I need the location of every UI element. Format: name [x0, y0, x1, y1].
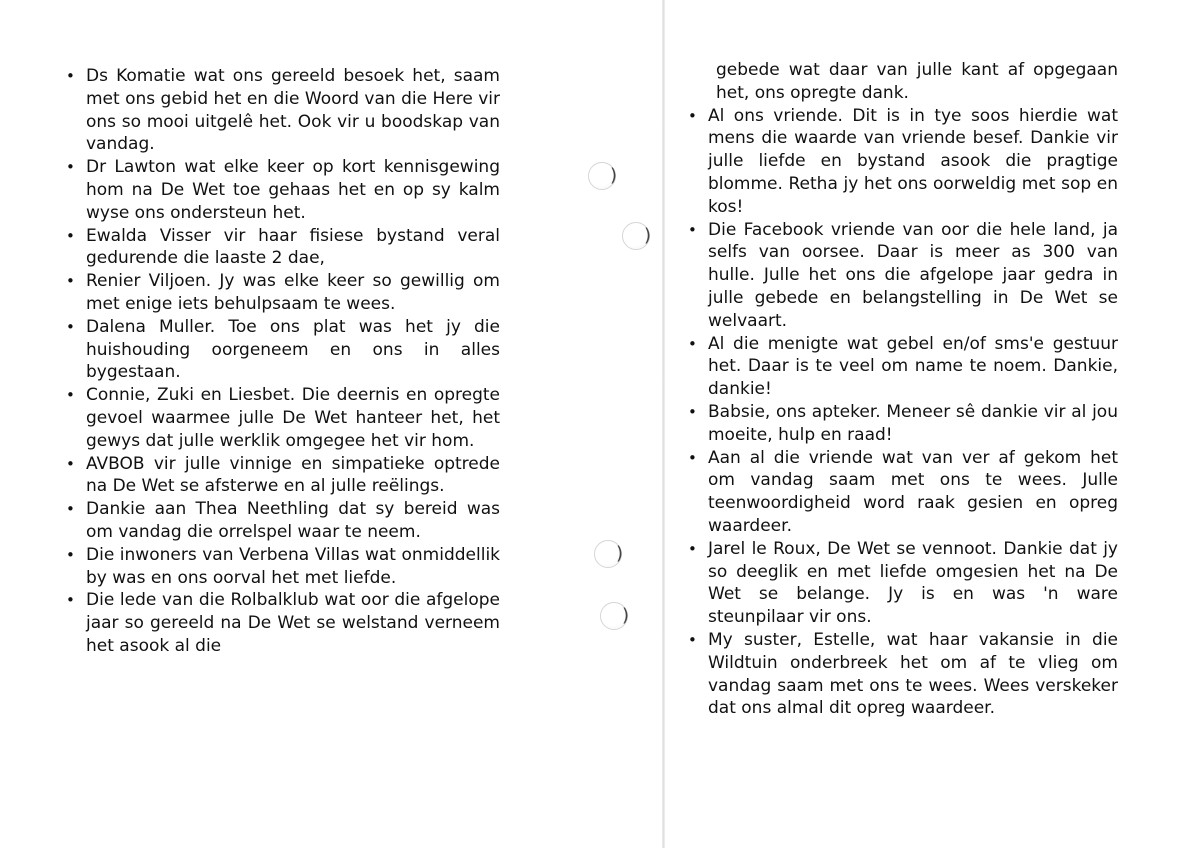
item-line: Die Facebook vriende van oor die hele: [708, 219, 1047, 240]
item-line: van die Here vir ons so mooi uitgelê het.: [86, 88, 500, 132]
bullet-icon: •: [66, 226, 75, 245]
binder-hole: [588, 162, 616, 190]
item-line: Die inwoners van Verbena Villas wat: [86, 544, 396, 565]
bullet-list-item: [64, 65, 500, 156]
bullet-icon: •: [688, 539, 697, 558]
item-line: Wildtuin onderbreek het om af te vlieg: [708, 652, 1079, 673]
item-line: dat jy so deeglik en met liefde omgesien: [708, 538, 1118, 582]
bullet-list-item: [64, 270, 500, 316]
item-line: afgelope jaar so gereeld na De Wet se: [86, 590, 501, 634]
bullet-icon: •: [688, 334, 697, 353]
item-line: onmiddellik by was en ons oorval het met: [86, 544, 501, 588]
bullet-icon: •: [66, 272, 75, 291]
item-line: omgegee het vir hom.: [285, 430, 475, 451]
item-line: waardeer.: [911, 698, 995, 719]
right-column: [686, 59, 1118, 720]
item-line: neem.: [367, 521, 421, 542]
binder-hole: [594, 540, 622, 568]
bullet-list-item: [64, 156, 500, 224]
item-line: saam met ons gebid het en die Woord: [86, 66, 500, 109]
item-line: het om vandag saam met ons te wees.: [708, 447, 1118, 491]
item-line: Ds Komatie wat ons gereeld besoek het,: [86, 66, 446, 86]
item-line: om vandag saam met ons te wees. Wees: [708, 652, 1118, 696]
bullet-list-item: [686, 447, 1118, 538]
item-line: Julle teenwoordigheid word raak gesien: [708, 470, 1119, 514]
item-line: Jarel le Roux, De Wet se vennoot. Dankie: [708, 538, 1063, 559]
item-line: Connie, Zuki en Liesbet. Die deernis en: [86, 385, 428, 406]
bullet-icon: •: [66, 454, 75, 473]
item-line: gestuur het. Daar is te veel om name te: [708, 333, 1118, 377]
item-line: kennisgewing hom na De Wet toe gehaas: [86, 157, 500, 200]
bullet-icon: •: [688, 106, 697, 125]
bullet-list-item: [686, 538, 1118, 629]
item-line: verskeker dat ons almal dit opreg: [708, 675, 1118, 719]
binder-hole: [622, 222, 650, 250]
item-line: Aan al die vriende wat van ver af gekom: [708, 447, 1082, 468]
item-line: Ewalda Visser vir haar fisiese bystand veral: [86, 225, 500, 246]
bullet-list-item: [64, 316, 500, 384]
bullet-icon: •: [688, 220, 697, 239]
item-line: Dankie vir julle liefde en bystand asook: [708, 128, 1118, 172]
item-line: 300 van hulle. Julle het ons die afgelope: [708, 242, 1119, 286]
continuation-line: gebede wat daar van julle kant af: [716, 60, 1025, 80]
item-line: Dr Lawton wat elke keer op kort: [86, 157, 376, 178]
item-line: Al die menigte wat gebel en/of sms'e: [708, 333, 1044, 354]
item-line: bygestaan.: [86, 362, 181, 383]
item-line: huishouding oorgeneem en ons in alles: [86, 339, 500, 360]
item-line: Ook vir u boodskap van vandag.: [86, 111, 500, 155]
bullet-icon: •: [688, 630, 697, 649]
item-line: het en op sy kalm wyse ons ondersteun: [86, 179, 500, 223]
item-line: die pragtige blomme. Retha jy het ons: [708, 151, 1118, 194]
item-line: reëlings.: [371, 476, 445, 497]
bullet-list-item: [686, 401, 1118, 447]
bullet-icon: •: [66, 317, 75, 336]
bullet-list-item: [686, 333, 1118, 401]
page-fold: [662, 0, 665, 848]
item-line: het.: [272, 202, 306, 223]
bullet-list-item: [686, 219, 1118, 333]
bullet-list-item: [64, 589, 500, 657]
item-line: wat mens die waarde van vriende besef.: [708, 105, 1118, 149]
continuation-text: [686, 59, 1118, 105]
item-line: jaar gedra in julle gebede en: [708, 265, 1118, 308]
bullet-list-item: [64, 225, 500, 271]
bullet-list-item: [64, 498, 500, 544]
item-line: welstand verneem het asook al die: [86, 613, 500, 656]
left-column: [64, 65, 500, 658]
item-line: hanteer het, het gewys dat julle werklik: [86, 407, 500, 451]
item-line: al jou moeite, hulp en raad!: [708, 401, 1118, 445]
item-line: AVBOB vir julle vinnige en simpatieke: [86, 453, 425, 474]
binder-hole: [600, 602, 628, 630]
bullet-icon: •: [688, 402, 697, 421]
item-line: My suster, Estelle, wat haar vakansie in die: [708, 629, 1118, 650]
item-line: belangstelling in De Wet se welvaart.: [708, 287, 1118, 331]
item-line: Al ons vriende. Dit is in tye soos hierdie: [708, 105, 1078, 126]
item-line: Die lede van die Rolbalklub wat oor die: [86, 590, 421, 611]
bullet-icon: •: [66, 500, 75, 519]
bullet-icon: •: [66, 67, 75, 85]
right-page: [666, 0, 1200, 848]
item-line: liefde.: [343, 567, 397, 588]
bullet-icon: •: [66, 158, 75, 177]
item-line: om met enige iets behulpsaam te wees.: [86, 271, 500, 314]
bullet-list-item: [686, 105, 1118, 219]
bullet-icon: •: [66, 591, 75, 610]
bullet-icon: •: [66, 386, 75, 405]
item-line: ware steunpilaar vir ons.: [708, 584, 1118, 628]
item-line: Renier Viljoen. Jy was elke keer so gewillig: [86, 271, 465, 292]
item-line: optrede na De Wet se afsterwe en al julle: [86, 453, 500, 497]
item-line: het na De Wet se belange. Jy is en was 'n: [708, 561, 1118, 605]
item-line: Dalena Muller. Toe ons plat was het jy die: [86, 316, 500, 337]
bullet-icon: •: [66, 545, 75, 564]
bullet-list-item: [64, 384, 500, 452]
item-line: oorweldig met sop en kos!: [708, 173, 1118, 217]
bullet-list-item: [64, 544, 500, 590]
item-line: noem. Dankie, dankie!: [708, 356, 1118, 400]
bullet-list-item: [64, 453, 500, 499]
item-line: Babsie, ons apteker. Meneer sê dankie vir: [708, 401, 1066, 422]
item-line: land, ja selfs van oorsee. Daar is meer as: [708, 219, 1119, 263]
item-line: en opreg waardeer.: [708, 493, 1119, 536]
bullet-list-item: [686, 629, 1118, 720]
item-line: gedurende die laaste 2 dae,: [86, 248, 325, 269]
item-line: was om vandag die orrelspel waar te: [86, 499, 501, 542]
item-line: Dankie aan Thea Neethling dat sy bereid: [86, 499, 458, 520]
bullet-icon: •: [688, 448, 697, 467]
item-line: opregte gevoel waarmee julle De Wet: [86, 385, 501, 428]
continuation-line: opgegaan het, ons opregte dank.: [716, 60, 1118, 103]
